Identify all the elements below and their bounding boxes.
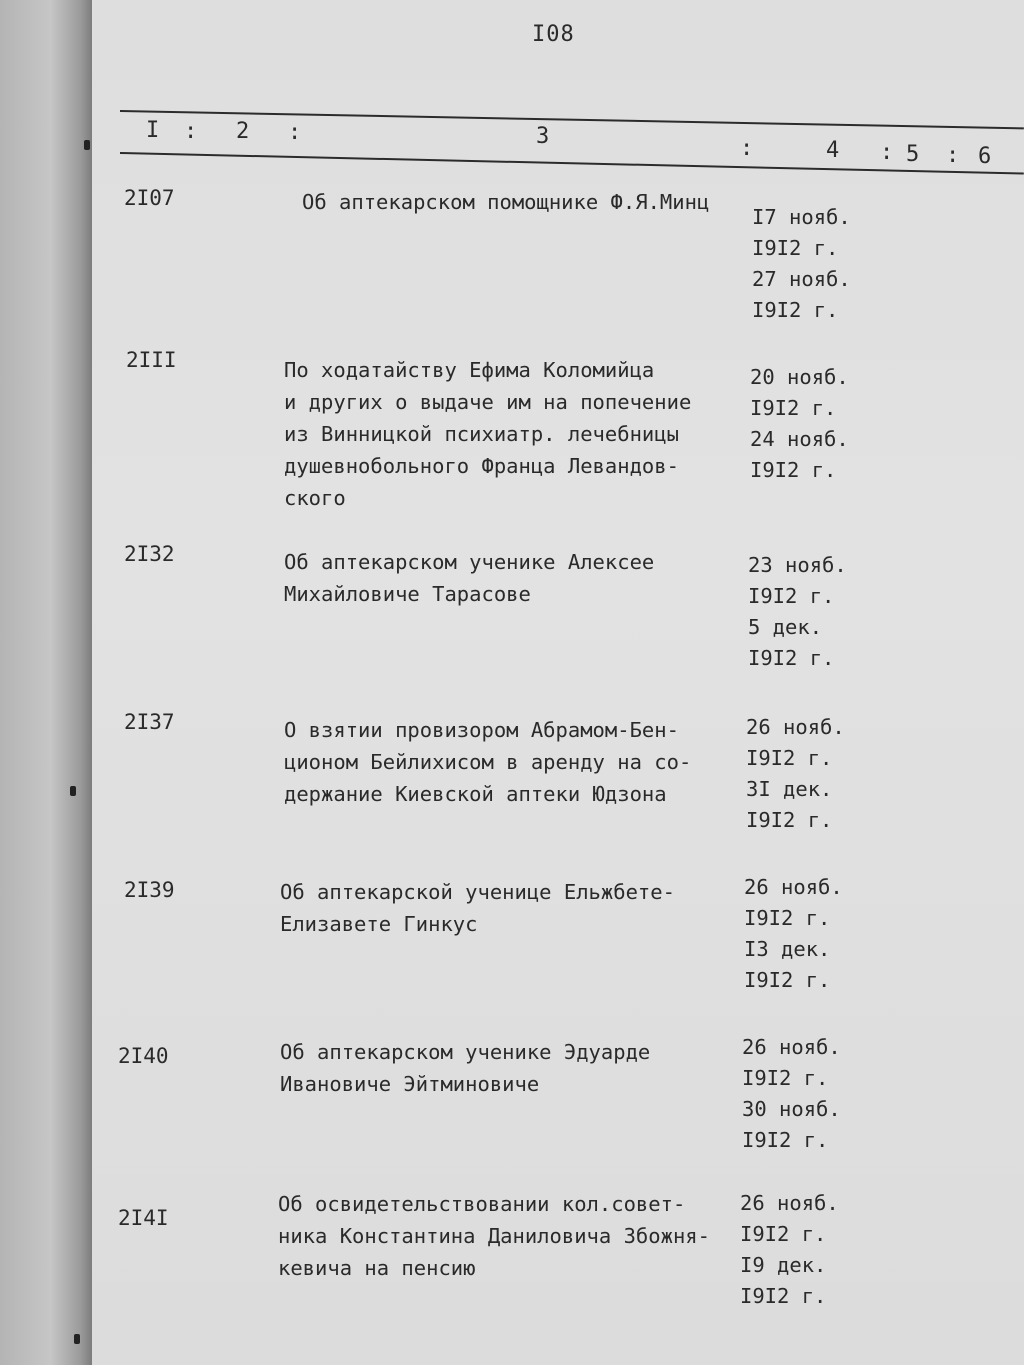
- entry-number: 2I32: [124, 542, 175, 566]
- entry-description: Об аптекарской ученице Ельжбете- Елизавете Гинкус: [280, 880, 675, 936]
- date-start-year: I9I2 г.: [742, 1066, 829, 1090]
- date-start: 26 нояб.: [746, 715, 845, 739]
- entry-number: 2I4I: [118, 1206, 169, 1230]
- entry-dates: [744, 872, 843, 996]
- date-end: I3 дек.: [744, 937, 831, 961]
- date-end-year: I9I2 г.: [742, 1128, 829, 1152]
- header-separator: :: [946, 143, 960, 168]
- date-end-year: I9I2 г.: [746, 808, 833, 832]
- entry-description: Об аптекарском ученике Эдуарде Ивановиче Эйтминовиче: [280, 1040, 651, 1096]
- date-start-year: I9I2 г.: [750, 396, 837, 420]
- entry-number: 2I07: [124, 186, 175, 210]
- date-end: 3I дек.: [746, 777, 833, 801]
- entry-description: Об аптекарском помощнике Ф.Я.Минц: [302, 190, 710, 214]
- entry-description: О взятии провизором Абрамом-Бен- ционом Бейлихисом в аренду на со- держание Киевской аптеки Юдзона: [284, 718, 692, 806]
- date-start: 26 нояб.: [744, 875, 843, 899]
- entry-dates: [752, 202, 851, 326]
- entry-dates: [750, 362, 849, 486]
- date-start: 26 нояб.: [742, 1035, 841, 1059]
- date-end-year: I9I2 г.: [750, 458, 837, 482]
- date-end: 24 нояб.: [750, 427, 849, 451]
- date-start: 23 нояб.: [748, 553, 847, 577]
- date-end-year: I9I2 г.: [744, 968, 831, 992]
- entry-description: Об аптекарском ученике Алексее Михайловиче Тарасове: [284, 550, 655, 606]
- entry-dates: [742, 1032, 841, 1156]
- date-end: 30 нояб.: [742, 1097, 841, 1121]
- date-end: I9 дек.: [740, 1253, 827, 1277]
- date-end-year: I9I2 г.: [748, 646, 835, 670]
- date-start-year: I9I2 г.: [752, 236, 839, 260]
- date-start: I7 нояб.: [752, 205, 851, 229]
- header-separator: :: [184, 119, 198, 144]
- page-number: I08: [532, 22, 575, 47]
- entry-dates: [746, 712, 845, 836]
- header-col-1: I: [146, 118, 160, 143]
- header-col-6: 6: [978, 144, 992, 169]
- page-binding: [0, 0, 92, 1365]
- date-start-year: I9I2 г.: [746, 746, 833, 770]
- header-separator: :: [880, 140, 894, 165]
- date-start: 26 нояб.: [740, 1191, 839, 1215]
- date-end: 5 дек.: [748, 615, 823, 639]
- entry-number: 2III: [126, 348, 177, 372]
- header-separator: :: [740, 136, 754, 161]
- header-col-5: 5: [906, 142, 920, 167]
- binding-mark: [84, 140, 90, 150]
- entry-number: 2I37: [124, 710, 175, 734]
- entry-number: 2I40: [118, 1044, 169, 1068]
- binding-mark: [70, 786, 76, 796]
- entry-description: По ходатайству Ефима Коломийца и других о выдаче им на попечение из Винницкой психиатр. лечебницы душевнобольного Франца Левандов- ского: [284, 358, 692, 510]
- header-separator: :: [288, 120, 302, 145]
- entry-dates: [740, 1188, 839, 1312]
- entry-dates: [748, 550, 847, 674]
- date-end-year: I9I2 г.: [740, 1284, 827, 1308]
- entry-number: 2I39: [124, 878, 175, 902]
- binding-mark: [74, 1334, 80, 1344]
- date-start-year: I9I2 г.: [744, 906, 831, 930]
- date-start-year: I9I2 г.: [740, 1222, 827, 1246]
- date-start: 20 нояб.: [750, 365, 849, 389]
- date-start-year: I9I2 г.: [748, 584, 835, 608]
- header-col-4: 4: [826, 138, 840, 163]
- date-end: 27 нояб.: [752, 267, 851, 291]
- header-col-3: 3: [536, 124, 550, 149]
- header-col-2: 2: [236, 119, 250, 144]
- entry-description: Об освидетельствовании кол.совет- ника Константина Даниловича Збожня- кевича на пенсию: [278, 1192, 710, 1280]
- date-end-year: I9I2 г.: [752, 298, 839, 322]
